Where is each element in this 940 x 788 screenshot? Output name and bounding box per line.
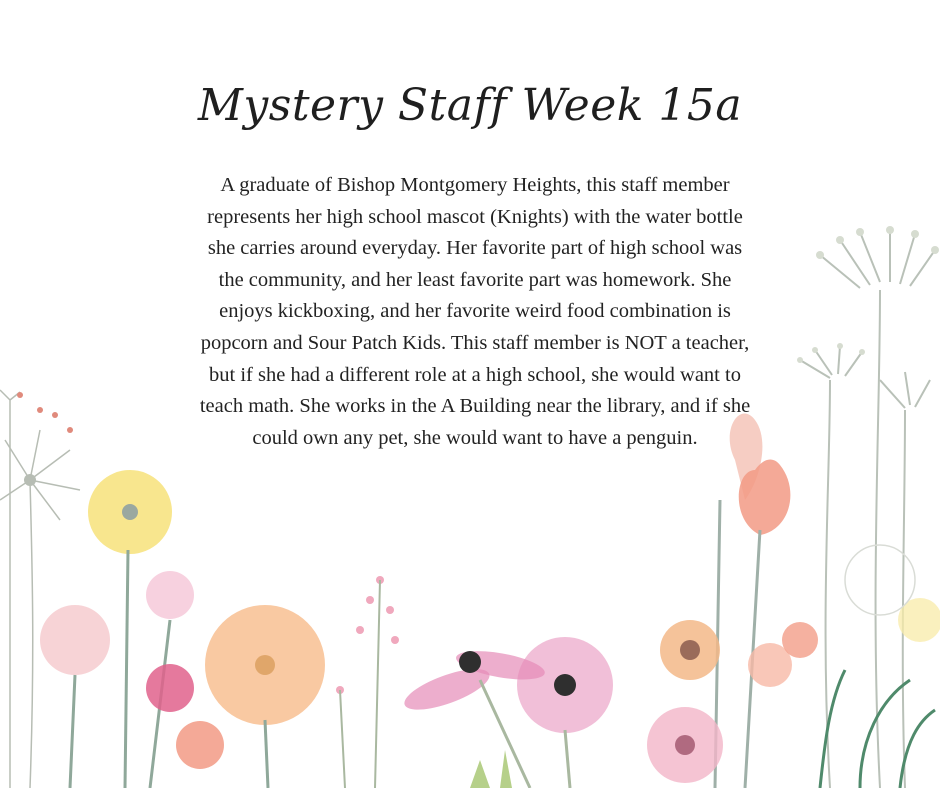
right-dandelions <box>800 230 935 788</box>
dandelion-tips <box>797 226 939 363</box>
center-pink-daisy-2 <box>517 637 613 788</box>
page-title: Mystery Staff Week 15a <box>197 80 743 131</box>
mystery-staff-description: A graduate of Bishop Montgomery Heights, this staff member represents her high school mascot (Knights) with the water bottle she carries around everyday. Her favorite part of high school was the community, and her least favorite part was homework. She enjoys kickboxing, and her favorite weird food combination is popcorn and Sour Patch Kids. This staff member is NOT a teacher, but if she had a different role at a high school, she would want to teach math. She works in the A Building near the library, and if she could own any pet, she would want to have a penguin. <box>199 174 751 449</box>
pink-berry-sprigs <box>336 576 399 694</box>
right-pink-flower <box>647 707 723 783</box>
right-peach-flower <box>660 620 720 680</box>
left-berries <box>17 392 73 433</box>
left-dandelions <box>0 390 80 788</box>
left-orange-flower <box>205 605 325 788</box>
